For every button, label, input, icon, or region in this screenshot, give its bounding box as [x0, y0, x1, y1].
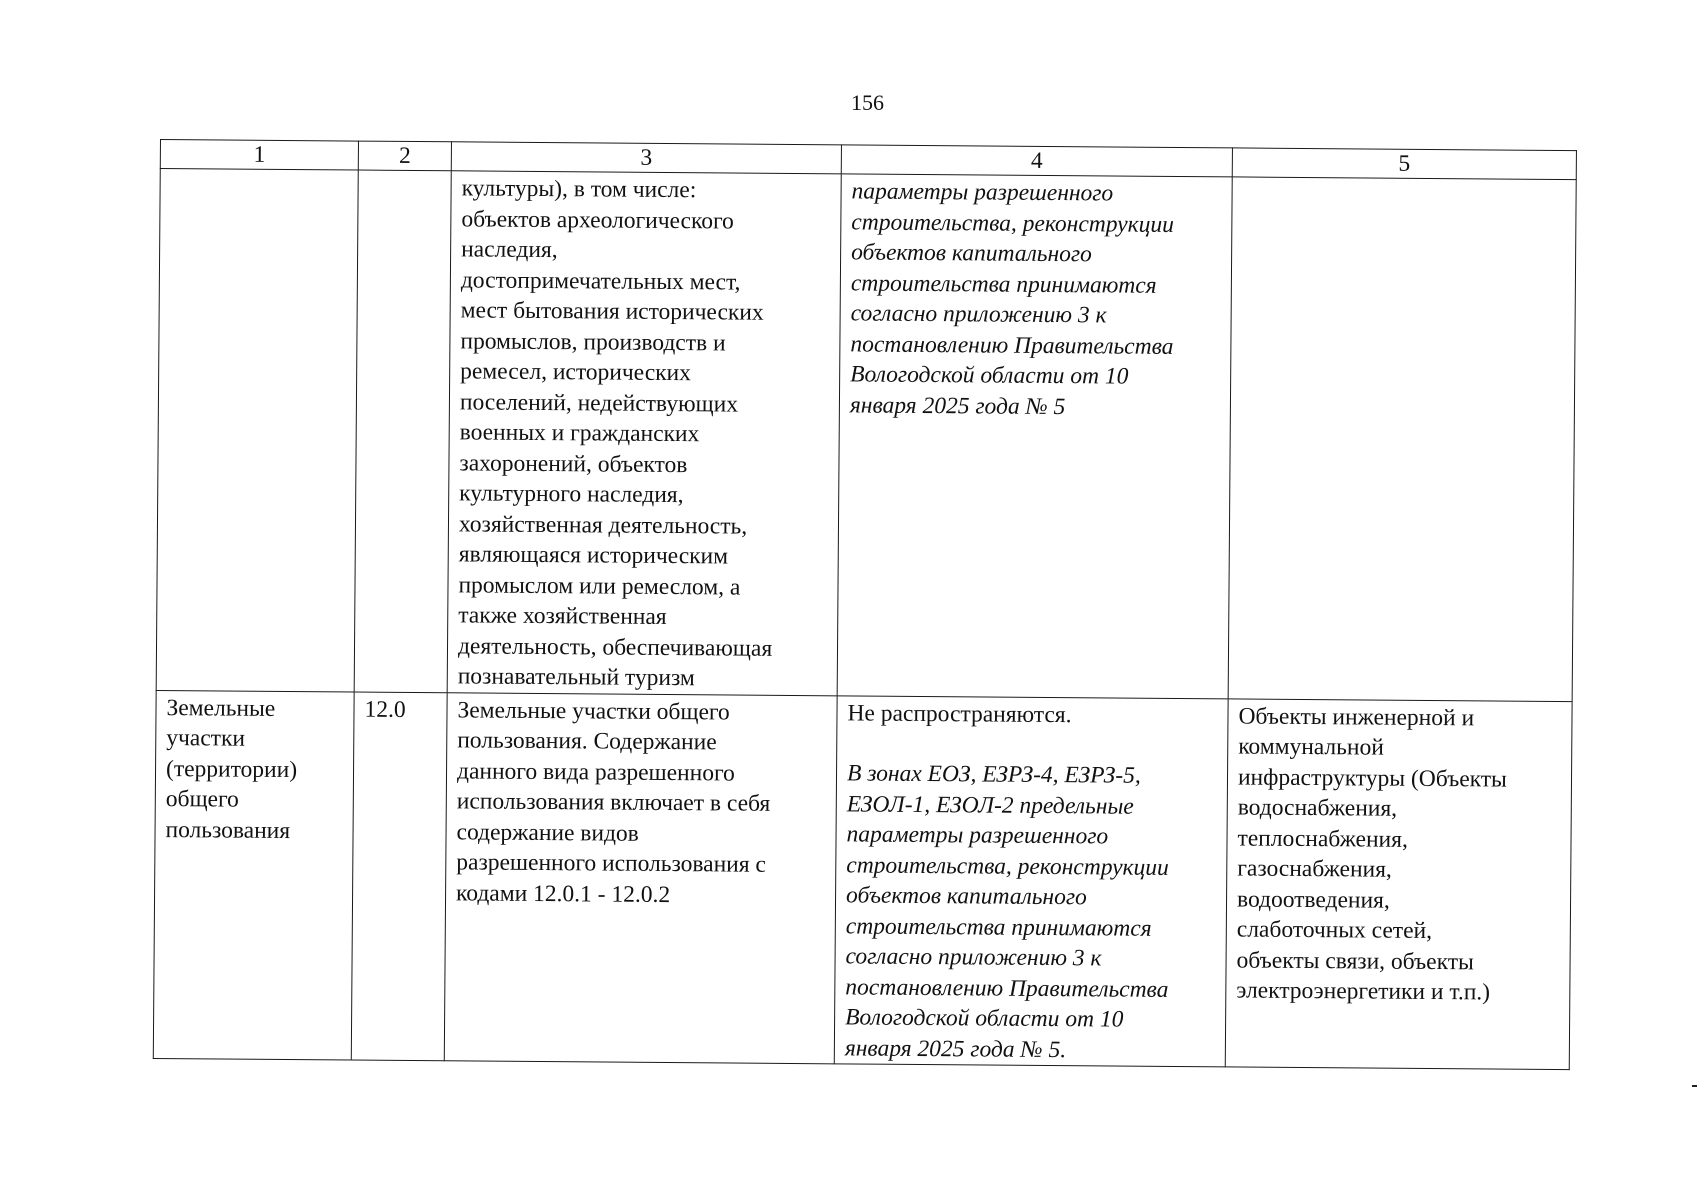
regulations-table	[153, 139, 1577, 1070]
auxiliary-uses-cell	[1225, 698, 1572, 1069]
description-cell	[447, 171, 841, 696]
auxiliary-uses-cell	[1228, 177, 1576, 701]
column-header: 4	[841, 145, 1232, 177]
column-header: 2	[358, 141, 451, 171]
parameters-italic-text: В зонах ЕОЗ, ЕЗРЗ-4, ЕЗРЗ-5, ЕЗОЛ-1, ЕЗОЛ-2 предельные параметры разрешенного строительства, реконструкции объектов капитального строительства принимаются согласно приложению 3 к постановлению Правительства Вологодской области от 10 января 2025 года № 5.	[844, 760, 1169, 1063]
column-header: 1	[160, 140, 358, 171]
auxiliary-uses-text	[1243, 180, 1566, 183]
description-cell	[444, 692, 837, 1064]
parameters-italic-text: параметры разрешенного строительства, реконструкции объектов капитального строительства принимаются согласно приложению 3 к постановлению Правительства Вологодской области от 10 января 2025 года № 5	[849, 178, 1175, 420]
parameters-text: Не распространяются.	[847, 699, 1072, 728]
description-text: Земельные участки общего пользования. Содержание данного вида разрешенного использования включает в себя содержание видов разрешенного использования с кодами 12.0.1 - 12.0.2	[455, 696, 771, 908]
column-header: 5	[1232, 148, 1576, 180]
parameters-cell	[834, 695, 1228, 1067]
description-text: культуры), в том числе: объектов археологического наследия, достопримечательных мест, мест бытования исторических промыслов, производств и ремесел, исторических поселений, недействующих военных и гражданских захоронений, объектов культурного наследия, хозяйственная деятельность, являющаяся историческим промыслом или ремеслом, а также хозяйственная деятельность, обеспечивающая познавательный туризм	[457, 175, 773, 692]
column-header: 3	[451, 142, 841, 174]
use-code: 12.0	[364, 696, 406, 723]
use-code-cell	[351, 692, 447, 1061]
use-type-name-cell	[156, 169, 358, 692]
use-type-name: Земельные участки (территории) общего пользования	[165, 694, 298, 844]
use-type-name-cell	[153, 690, 354, 1060]
use-code-cell	[354, 170, 451, 692]
scan-edge-mark	[1692, 1085, 1697, 1087]
page-number: 156	[851, 90, 884, 115]
table-row	[156, 169, 1576, 702]
table-row	[153, 690, 1572, 1070]
auxiliary-uses-text: Объекты инженерной и коммунальной инфраструктуры (Объекты водоснабжения, теплоснабжения, газоснабжения, водоотведения, слаботочных сетей, объекты связи, объекты электроэнергетики и т.п.)	[1236, 702, 1508, 1006]
use-code	[369, 173, 441, 174]
parameters-cell	[837, 174, 1232, 699]
use-type-name	[171, 171, 348, 172]
